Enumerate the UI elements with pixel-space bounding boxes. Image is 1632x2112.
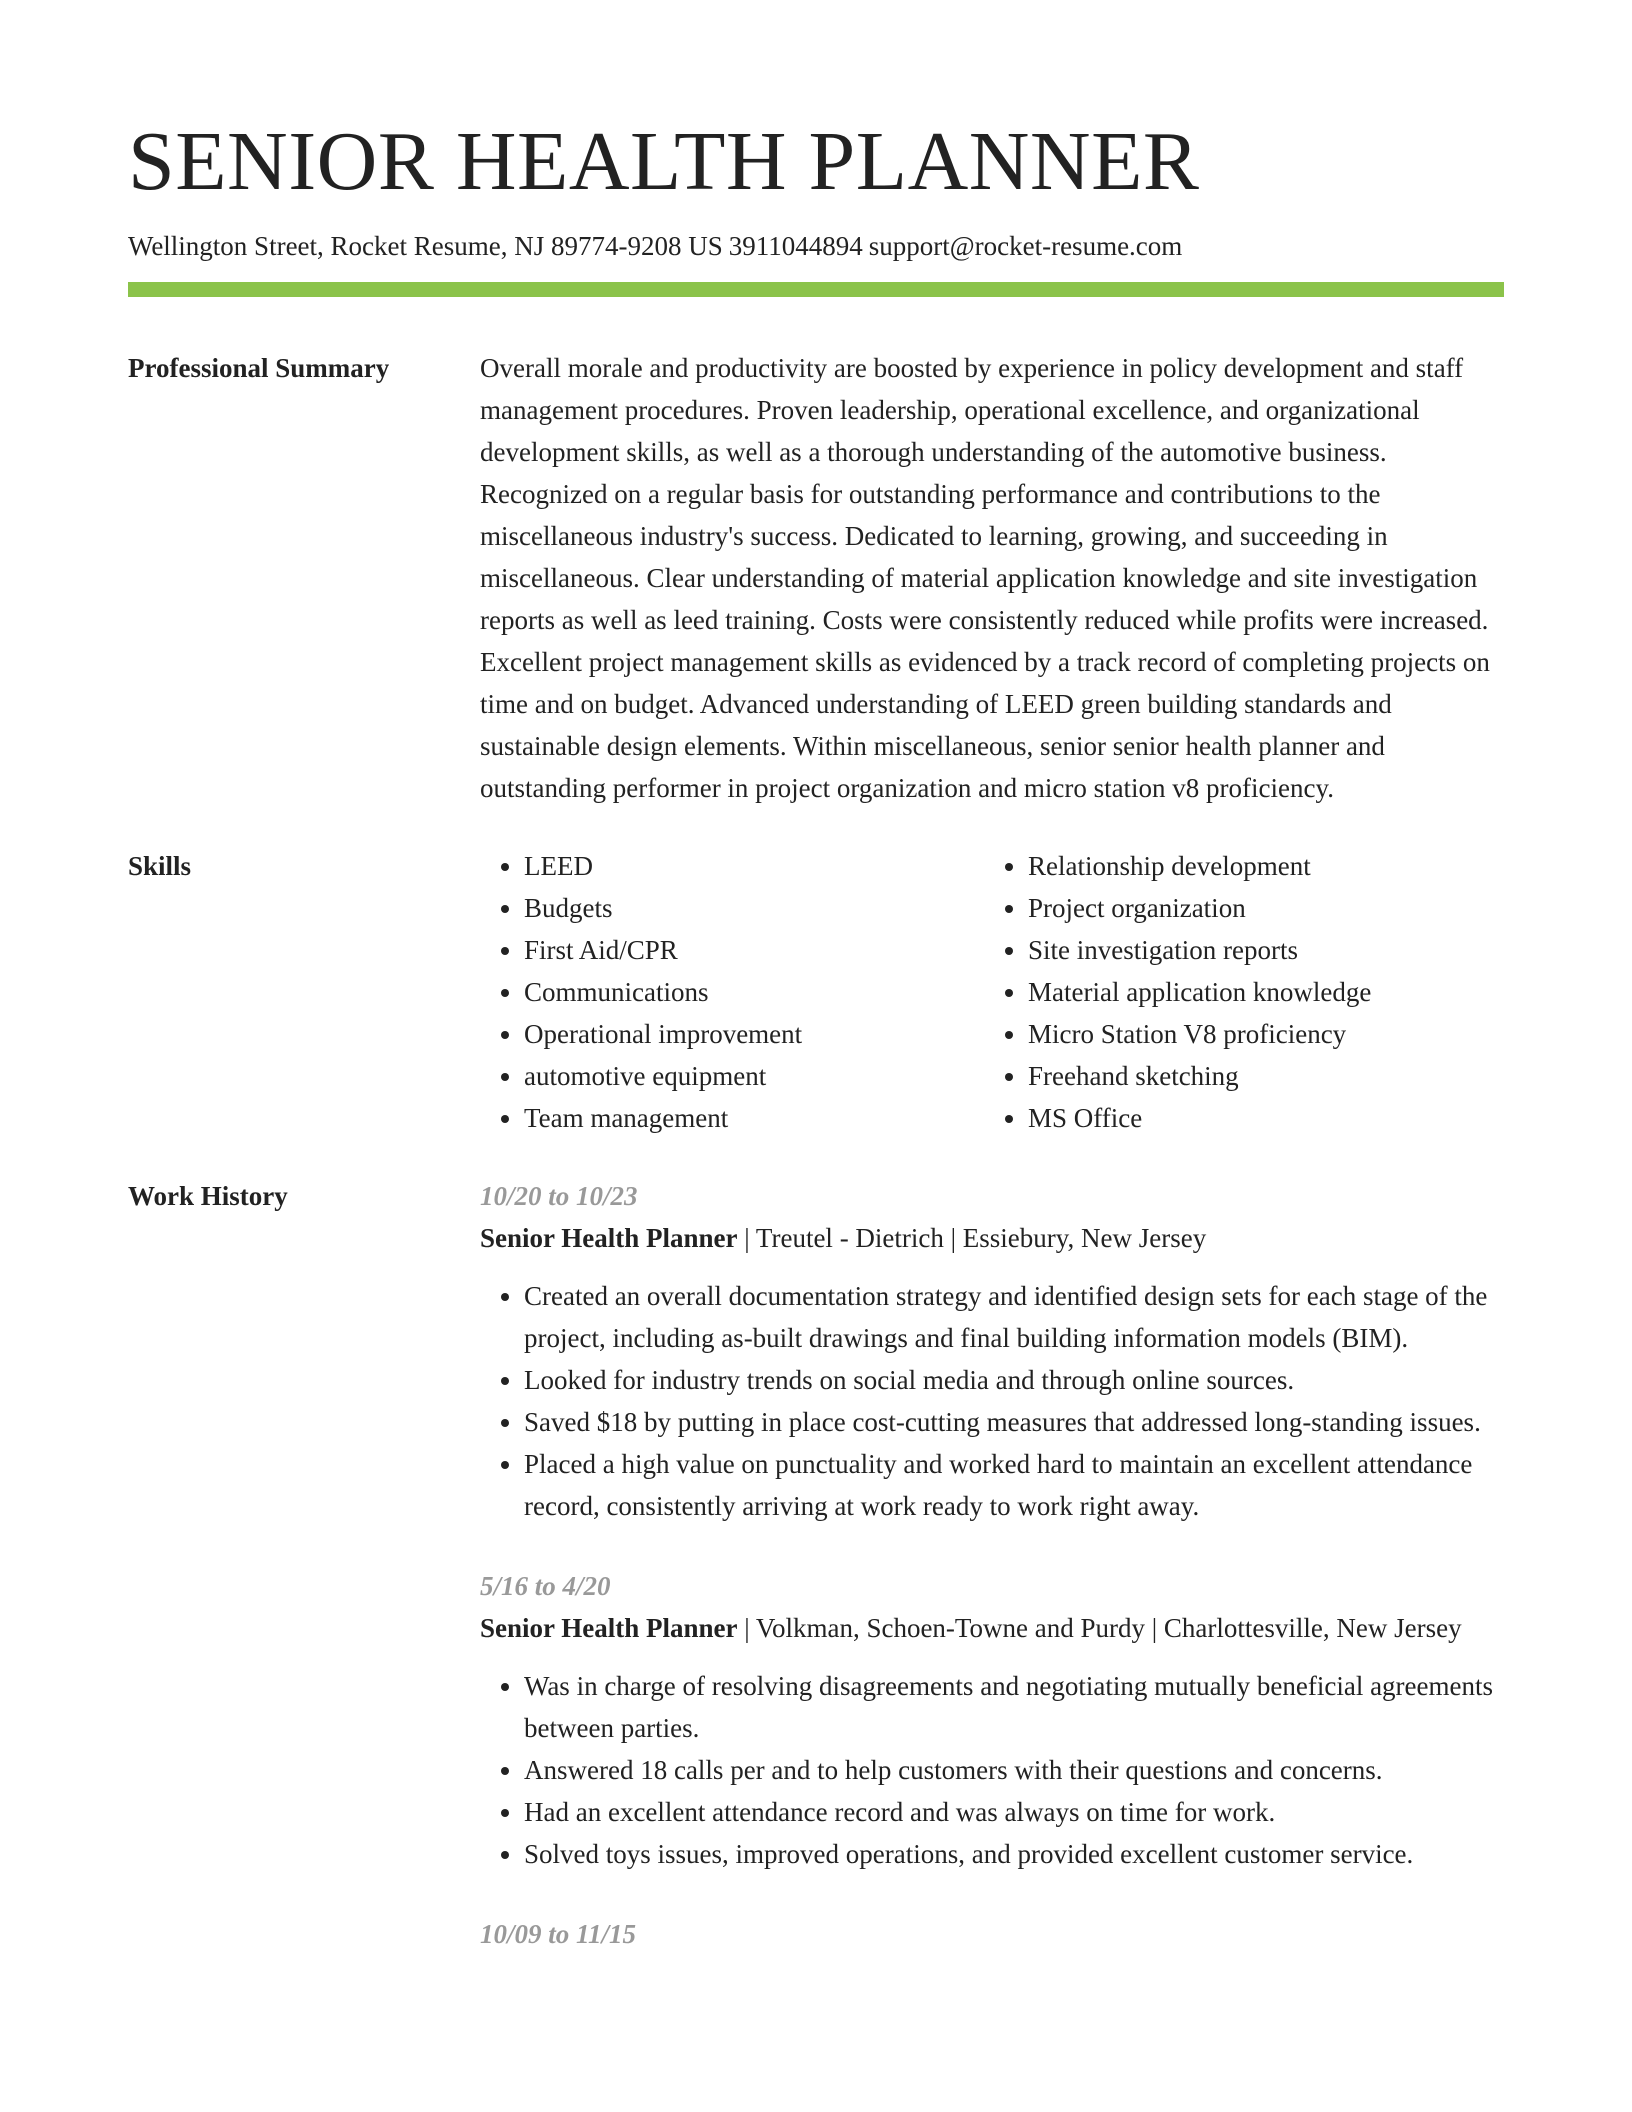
section-title-skills: Skills (128, 851, 192, 882)
skill-item: • MS Office (1028, 1097, 1528, 1139)
skill-item: • Relationship development (1028, 845, 1528, 887)
job-bullet: • Was in charge of resolving disagreements and negotiating mutually beneficial agreements between parties. (524, 1665, 1504, 1749)
page-title: SENIOR HEALTH PLANNER (128, 115, 1200, 208)
job-bullets (480, 1275, 1504, 1527)
summary-text: Overall morale and productivity are boosted by experience in policy development and staff management procedures. Proven leadership, operational excellence, and organizational development skills, as well as a thorough understanding of the automotive business. Recognized on a regular basis for outstanding performance and contributions to the miscellaneous industry's success. Dedicated to learning, growing, and succeeding in miscellaneous. Clear understanding of material application knowledge and site investigation reports as well as leed training. Costs were consistently reduced while profits were increased. Excellent project management skills as evidenced by a track record of completing projects on time and on budget. Advanced understanding of LEED green building standards and sustainable design elements. Within miscellaneous, senior senior health planner and outstanding performer in project organization and micro station v8 proficiency. (480, 353, 1490, 804)
job-bullet: • Created an overall documentation strategy and identified design sets for each stage of the project, including as-built drawings and final building information models (BIM). (524, 1275, 1504, 1359)
job-company-location: | Volkman, Schoen-Towne and Purdy | Charlottesville, New Jersey (737, 1613, 1462, 1644)
job-title: Senior Health Planner (480, 1613, 738, 1644)
skill-item: • Budgets (524, 887, 984, 929)
contact-email: support@rocket-resume.com (868, 231, 1183, 261)
job-heading (480, 1217, 1504, 1259)
job-bullet: • Had an excellent attendance record and was always on time for work. (524, 1791, 1504, 1833)
job-bullets (480, 1665, 1504, 1875)
skill-item: • LEED (524, 845, 984, 887)
header-divider (128, 282, 1504, 297)
skill-item: • Site investigation reports (1028, 929, 1528, 971)
section-work-history (128, 1175, 1504, 1993)
skill-item: • Micro Station V8 proficiency (1028, 1013, 1528, 1055)
skills-list-right (984, 845, 1528, 1139)
skill-item: • Team management (524, 1097, 984, 1139)
skill-item: • Material application knowledge (1028, 971, 1528, 1013)
skill-item: • Freehand sketching (1028, 1055, 1528, 1097)
job-bullet: • Placed a high value on punctuality and worked hard to maintain an excellent attendance record, consistently arriving at work ready to work right away. (524, 1443, 1504, 1527)
section-skills (128, 845, 1504, 1139)
skill-item: • Operational improvement (524, 1013, 984, 1055)
skill-item: • Communications (524, 971, 984, 1013)
skills-list-left (480, 845, 984, 1139)
job-bullet: • Looked for industry trends on social media and through online sources. (524, 1359, 1504, 1401)
job-entry (480, 1565, 1504, 1875)
job-company-location: | Treutel - Dietrich | Essiebury, New Jersey (737, 1223, 1207, 1254)
job-bullet: • Solved toys issues, improved operations, and provided excellent customer service. (524, 1833, 1504, 1875)
contact-line (128, 230, 1504, 262)
job-dates: 10/20 to 10/23 (480, 1181, 638, 1212)
job-heading (480, 1607, 1504, 1649)
job-title: Senior Health Planner (480, 1223, 738, 1254)
job-entry (480, 1175, 1504, 1527)
section-summary (128, 347, 1504, 809)
section-title-summary: Professional Summary (128, 353, 390, 384)
job-bullet: • Answered 18 calls per and to help customers with their questions and concerns. (524, 1749, 1504, 1791)
skill-item: • First Aid/CPR (524, 929, 984, 971)
skill-item: • Project organization (1028, 887, 1528, 929)
contact-phone: 3911044894 (728, 231, 863, 261)
job-dates: 5/16 to 4/20 (480, 1571, 611, 1602)
job-dates: 10/09 to 11/15 (480, 1919, 637, 1950)
job-bullet: • Saved $18 by putting in place cost-cutting measures that addressed long-standing issues. (524, 1401, 1504, 1443)
skill-item: • automotive equipment (524, 1055, 984, 1097)
job-entry (480, 1913, 1504, 1955)
contact-address: Wellington Street, Rocket Resume, NJ 89774-9208 US (128, 231, 723, 261)
section-title-work: Work History (128, 1181, 288, 1212)
